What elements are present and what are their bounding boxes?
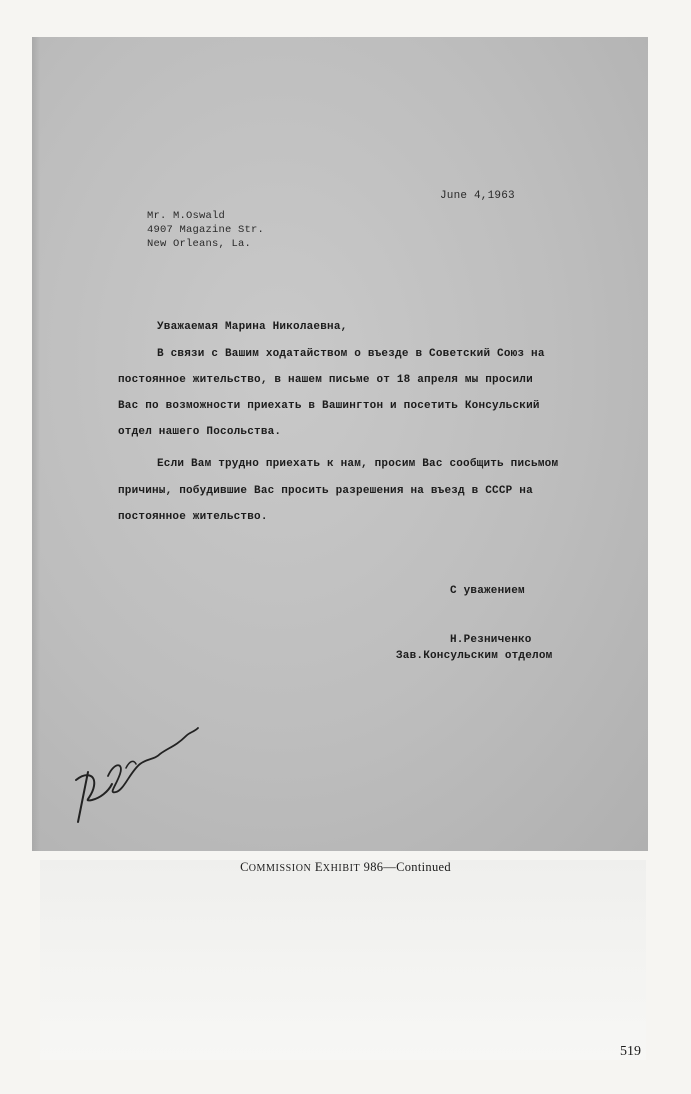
page-number: 519 — [620, 1044, 641, 1059]
address-line: 4907 Magazine Str. — [147, 224, 265, 236]
page-background — [40, 860, 646, 1060]
address-line: New Orleans, La. — [147, 238, 252, 250]
body-line: постоянное жительство, в нашем письме от 18 апреля мы просили — [118, 374, 533, 386]
address-line: Mr. M.Oswald — [147, 210, 226, 222]
photo-edge — [32, 37, 40, 851]
caption-initial-1: C — [240, 860, 249, 874]
caption-smallcaps-2: XHIBIT — [322, 863, 361, 874]
closing: С уважением — [450, 585, 525, 597]
body-line: отдел нашего Посольства. — [118, 426, 282, 438]
body-line: В связи с Вашим ходатайством о въезде в Советский Союз на — [157, 348, 545, 360]
caption-initial-2: E — [314, 860, 323, 874]
exhibit-caption — [0, 860, 691, 875]
body-line: Если Вам трудно приехать к нам, просим Вас сообщить письмом — [157, 458, 559, 470]
caption-rest: 986—Continued — [360, 860, 451, 874]
body-line: причины, побудившие Вас просить разрешения на въезд в СССР на — [118, 485, 533, 497]
salutation: Уважаемая Марина Николаевна, — [157, 321, 348, 333]
caption-smallcaps-1: OMMISSION — [248, 863, 312, 874]
signer-name: Н.Резниченко — [450, 634, 532, 646]
signer-title: Зав.Консульским отделом — [396, 650, 553, 662]
letter-photo — [32, 37, 648, 851]
body-line: постоянное жительство. — [118, 511, 268, 523]
handwritten-signature — [68, 702, 208, 832]
letter-date: June 4,1963 — [440, 190, 515, 202]
body-line: Вас по возможности приехать в Вашингтон и посетить Консульский — [118, 400, 540, 412]
